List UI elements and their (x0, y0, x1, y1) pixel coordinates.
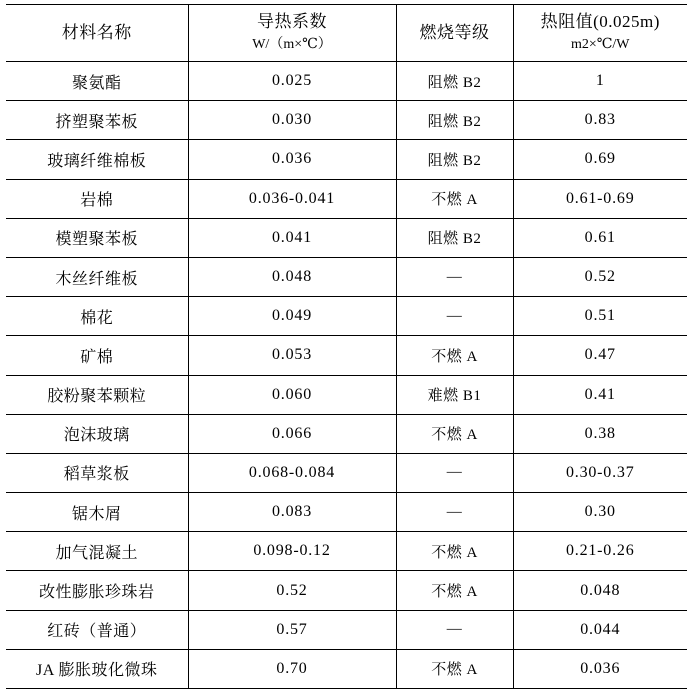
cell-material-name: 泡沫玻璃 (6, 414, 188, 453)
column-header-thermal-conductivity (188, 5, 396, 62)
table-row (6, 610, 687, 649)
cell-thermal-conductivity: 0.70 (188, 649, 396, 688)
cell-thermal-conductivity: 0.098-0.12 (188, 532, 396, 571)
cell-material-name: 玻璃纤维棉板 (6, 140, 188, 179)
cell-thermal-conductivity: 0.025 (188, 62, 396, 101)
table-row (6, 101, 687, 140)
cell-burning-grade: 不燃 A (396, 179, 513, 218)
cell-thermal-resistance: 0.21-0.26 (513, 532, 687, 571)
column-header-thermal-resistance-unit: m2×℃/W (570, 37, 630, 53)
table-row (6, 532, 687, 571)
cell-thermal-resistance: 0.61 (513, 218, 687, 257)
table-row (6, 571, 687, 610)
cell-thermal-conductivity: 0.066 (188, 414, 396, 453)
cell-thermal-resistance: 1 (513, 62, 687, 101)
column-header-thermal-conductivity-main: 导热系数 (257, 12, 327, 32)
cell-material-name: 稻草浆板 (6, 453, 188, 492)
table-row (6, 336, 687, 375)
table-row (6, 257, 687, 296)
table-row (6, 218, 687, 257)
cell-material-name: 棉花 (6, 297, 188, 336)
cell-burning-grade: — (396, 453, 513, 492)
column-header-material-name-main: 材料名称 (61, 22, 132, 42)
cell-burning-grade: 不燃 A (396, 571, 513, 610)
table-row (6, 297, 687, 336)
cell-thermal-resistance: 0.048 (513, 571, 687, 610)
cell-burning-grade: 不燃 A (396, 336, 513, 375)
cell-material-name: 改性膨胀珍珠岩 (6, 571, 188, 610)
cell-burning-grade: — (396, 297, 513, 336)
cell-thermal-resistance: 0.61-0.69 (513, 179, 687, 218)
cell-thermal-resistance: 0.51 (513, 297, 687, 336)
cell-burning-grade: 不燃 A (396, 649, 513, 688)
column-header-thermal-conductivity-unit: W/（m×℃） (252, 37, 332, 53)
cell-thermal-conductivity: 0.030 (188, 101, 396, 140)
cell-thermal-resistance: 0.47 (513, 336, 687, 375)
cell-burning-grade: 阻燃 B2 (396, 218, 513, 257)
cell-thermal-conductivity: 0.053 (188, 336, 396, 375)
cell-thermal-resistance: 0.30-0.37 (513, 453, 687, 492)
cell-thermal-conductivity: 0.048 (188, 257, 396, 296)
cell-burning-grade: — (396, 257, 513, 296)
cell-burning-grade: 不燃 A (396, 414, 513, 453)
table-row (6, 414, 687, 453)
cell-thermal-conductivity: 0.049 (188, 297, 396, 336)
cell-burning-grade: 阻燃 B2 (396, 101, 513, 140)
cell-thermal-conductivity: 0.036 (188, 140, 396, 179)
cell-burning-grade: 不燃 A (396, 532, 513, 571)
cell-thermal-conductivity: 0.041 (188, 218, 396, 257)
column-header-material-name (6, 5, 188, 62)
cell-material-name: 锯木屑 (6, 493, 188, 532)
cell-thermal-conductivity: 0.060 (188, 375, 396, 414)
table-header (6, 5, 687, 62)
cell-burning-grade: 阻燃 B2 (396, 140, 513, 179)
cell-burning-grade: 难燃 B1 (396, 375, 513, 414)
cell-thermal-resistance: 0.69 (513, 140, 687, 179)
cell-burning-grade: — (396, 610, 513, 649)
column-header-thermal-resistance (513, 5, 687, 62)
cell-burning-grade: — (396, 493, 513, 532)
cell-material-name: 胶粉聚苯颗粒 (6, 375, 188, 414)
cell-thermal-resistance: 0.30 (513, 493, 687, 532)
cell-thermal-conductivity: 0.57 (188, 610, 396, 649)
column-header-burning-grade (396, 5, 513, 62)
cell-material-name: JA 膨胀玻化微珠 (6, 649, 188, 688)
cell-material-name: 木丝纤维板 (6, 257, 188, 296)
column-header-thermal-resistance-main: 热阻值(0.025m) (540, 12, 660, 32)
table-row (6, 493, 687, 532)
material-properties-table (6, 4, 687, 689)
table-row (6, 140, 687, 179)
cell-thermal-resistance: 0.38 (513, 414, 687, 453)
cell-thermal-conductivity: 0.068-0.084 (188, 453, 396, 492)
cell-burning-grade: 阻燃 B2 (396, 62, 513, 101)
table-header-row (6, 5, 687, 62)
cell-material-name: 聚氨酯 (6, 62, 188, 101)
table-body (6, 62, 687, 689)
cell-thermal-resistance: 0.52 (513, 257, 687, 296)
cell-thermal-conductivity: 0.036-0.041 (188, 179, 396, 218)
table-row (6, 375, 687, 414)
column-header-burning-grade-main: 燃烧等级 (419, 22, 490, 42)
table-row (6, 649, 687, 688)
cell-thermal-conductivity: 0.083 (188, 493, 396, 532)
cell-material-name: 岩棉 (6, 179, 188, 218)
cell-material-name: 矿棉 (6, 336, 188, 375)
cell-thermal-conductivity: 0.52 (188, 571, 396, 610)
table-row (6, 62, 687, 101)
table-row (6, 453, 687, 492)
cell-material-name: 加气混凝土 (6, 532, 188, 571)
cell-thermal-resistance: 0.036 (513, 649, 687, 688)
cell-thermal-resistance: 0.41 (513, 375, 687, 414)
cell-thermal-resistance: 0.044 (513, 610, 687, 649)
cell-thermal-resistance: 0.83 (513, 101, 687, 140)
cell-material-name: 挤塑聚苯板 (6, 101, 188, 140)
table-row (6, 179, 687, 218)
cell-material-name: 模塑聚苯板 (6, 218, 188, 257)
cell-material-name: 红砖（普通） (6, 610, 188, 649)
